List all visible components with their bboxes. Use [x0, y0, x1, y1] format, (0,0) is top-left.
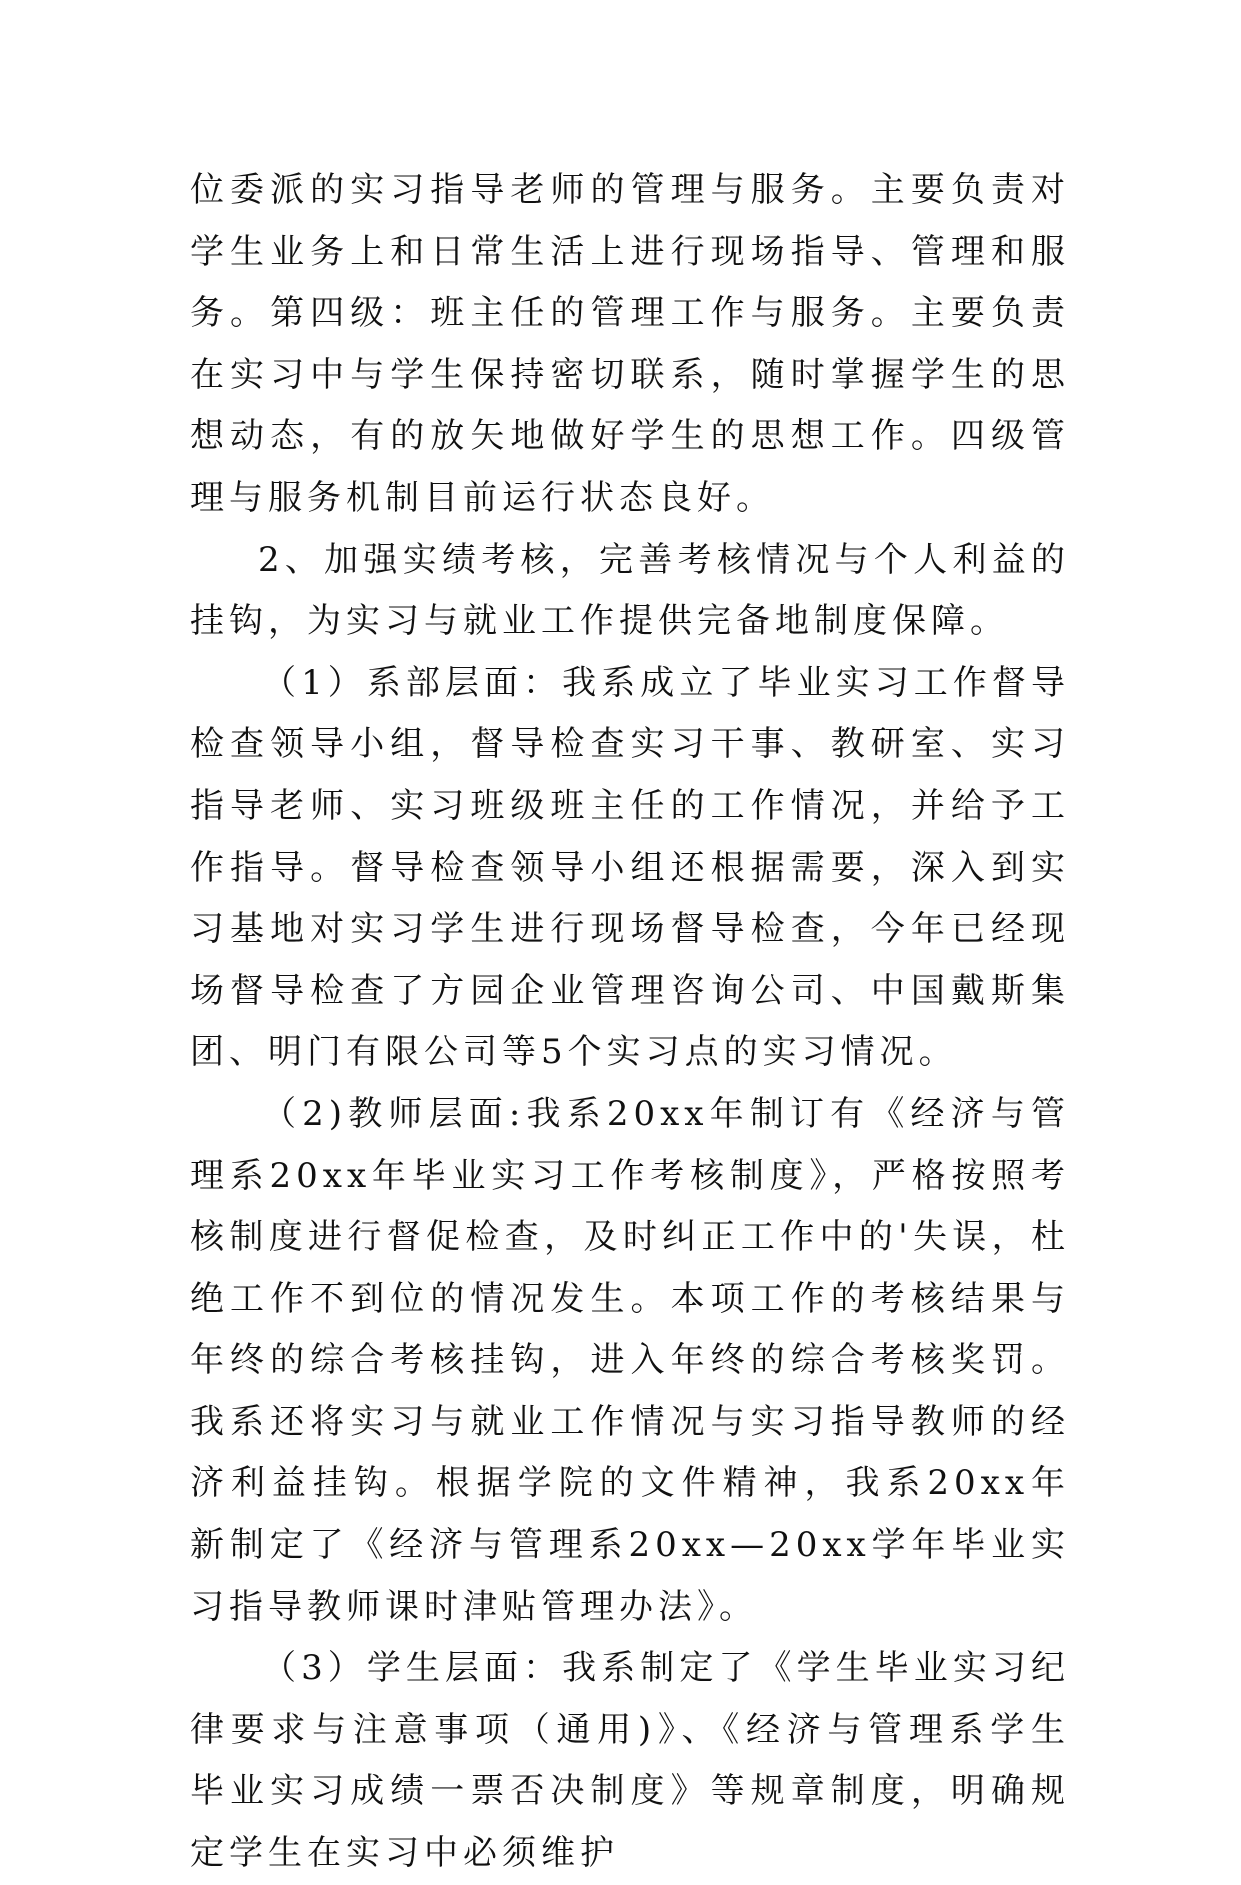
- paragraph-point-2-1: （1）系部层面：我系成立了毕业实习工作督导检查领导小组，督导检查实习干事、教研室、实习指导老师、实习班级班主任的工作情况，并给予工作指导。督导检查领导小组还根据需要，深入到实习基地对实习学生进行现场督导检查，今年已经现场督导检查了方园企业管理咨询公司、中国戴斯集团、明门有限公司等5个实习点的实习情况。: [190, 662, 1070, 1073]
- document-body: [190, 160, 1070, 1885]
- paragraph-point-2: 2、加强实绩考核，完善考核情况与个人利益的挂钩，为实习与就业工作提供完备地制度保障。: [190, 539, 1070, 642]
- paragraph-continuation: 位委派的实习指导老师的管理与服务。主要负责对学生业务上和日常生活上进行现场指导、管理和服务。第四级：班主任的管理工作与服务。主要负责在实习中与学生保持密切联系，随时掌握学生的思想动态，有的放矢地做好学生的思想工作。四级管理与服务机制目前运行状态良好。: [190, 170, 1070, 518]
- paragraph-point-2-2: （2)教师层面:我系20xx年制订有《经济与管理系20xx年毕业实习工作考核制度》，严格按照考核制度进行督促检查，及时纠正工作中的'失误，杜绝工作不到位的情况发生。本项工作的考核结果与年终的综合考核挂钩，进入年终的综合考核奖罚。我系还将实习与就业工作情况与实习指导教师的经济利益挂钩。根据学院的文件精神，我系20xx年新制定了《经济与管理系20xx—20xx学年毕业实习指导教师课时津贴管理办法》。: [190, 1093, 1070, 1627]
- paragraph-point-2-3: （3）学生层面：我系制定了《学生毕业实习纪律要求与注意事项（通用)》、《经济与管理系学生毕业实习成绩一票否决制度》等规章制度，明确规定学生在实习中必须维护: [190, 1648, 1070, 1874]
